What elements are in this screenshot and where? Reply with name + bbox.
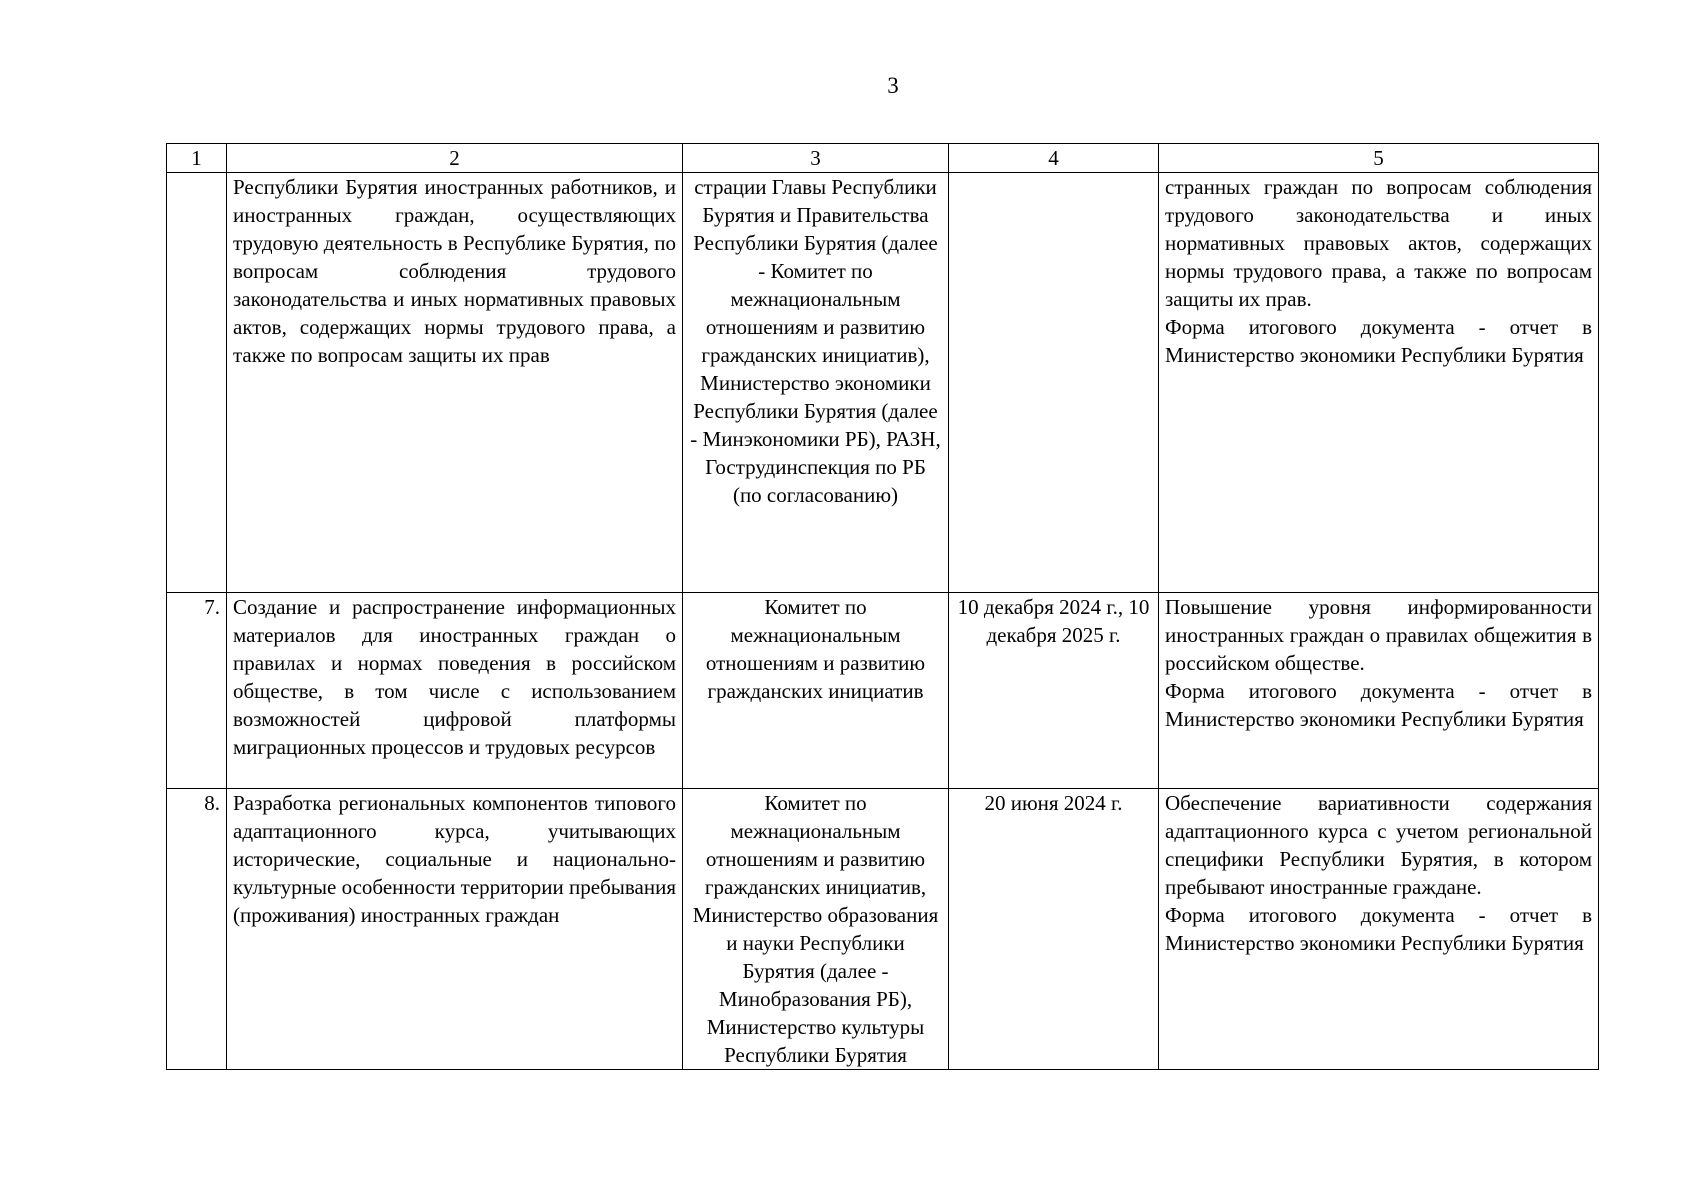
column-header-3: 3 [683, 144, 949, 173]
column-header-4: 4 [949, 144, 1159, 173]
result-form-text: Форма итогового документа - отчет в Министерство экономики Республики Бурятия [1165, 679, 1592, 731]
measure-cell: Разработка региональных компонентов типового адаптационного курса, учитывающих исторические, социальные и национально-культурные особенности территории пребывания (проживания) иностранных граждан [227, 789, 683, 1070]
column-header-1: 1 [167, 144, 227, 173]
result-cell [1159, 789, 1599, 1070]
result-cell [1159, 173, 1599, 593]
measure-cell: Создание и распространение информационных материалов для иностранных граждан о правилах и нормах поведения в российском обществе, в том числе с использованием возможностей цифровой платформы миграционных процессов и трудовых ресурсов [227, 593, 683, 789]
result-text: странных граждан по вопросам соблюдения трудового законодательства и иных нормативных правовых актов, содержащих нормы трудового права, а также по вопросам защиты их прав. [1165, 175, 1592, 311]
deadline-cell [949, 173, 1159, 593]
result-cell [1159, 593, 1599, 789]
table-row [167, 789, 1599, 1070]
table-row [167, 593, 1599, 789]
result-form-text: Форма итогового документа - отчет в Министерство экономики Республики Бурятия [1165, 315, 1592, 367]
header-row [167, 144, 1599, 173]
row-number: 7. [167, 593, 227, 789]
table-row [167, 173, 1599, 593]
page-number: 3 [887, 73, 899, 98]
row-number: 8. [167, 789, 227, 1070]
result-text: Повышение уровня информированности иностранных граждан о правилах общежития в российском обществе. [1165, 595, 1592, 675]
executors-cell: Комитет по межнациональным отношениям и развитию гражданских инициатив, Министерство образования и науки Республики Бурятия (далее - Минобразования РБ), Министерство культуры Республики Бурятия [683, 789, 949, 1070]
result-text: Обеспечение вариативности содержания адаптационного курса с учетом региональной специфики Республики Бурятия, в котором пребывают иностранные граждане. [1165, 791, 1592, 899]
executors-cell: Комитет по межнациональным отношениям и развитию гражданских инициатив [683, 593, 949, 789]
column-header-2: 2 [227, 144, 683, 173]
deadline-cell: 20 июня 2024 г. [949, 789, 1159, 1070]
plan-table [166, 143, 1599, 1070]
measure-cell: Республики Бурятия иностранных работников, и иностранных граждан, осуществляющих трудовую деятельность в Республике Бурятия, по вопросам соблюдения трудового законодательства и иных нормативных правовых актов, содержащих нормы трудового права, а также по вопросам защиты их прав [227, 173, 683, 593]
deadline-cell: 10 декабря 2024 г., 10 декабря 2025 г. [949, 593, 1159, 789]
executors-cell: страции Главы Республики Бурятия и Правительства Республики Бурятия (далее - Комитет по межнациональным отношениям и развитию гражданских инициатив), Министерство экономики Республики Бурятия (далее - Минэкономики РБ), РАЗН, Гострудинспекция по РБ (по согласованию) [683, 173, 949, 593]
row-number [167, 173, 227, 593]
column-header-5: 5 [1159, 144, 1599, 173]
result-form-text: Форма итогового документа - отчет в Министерство экономики Республики Бурятия [1165, 903, 1592, 955]
